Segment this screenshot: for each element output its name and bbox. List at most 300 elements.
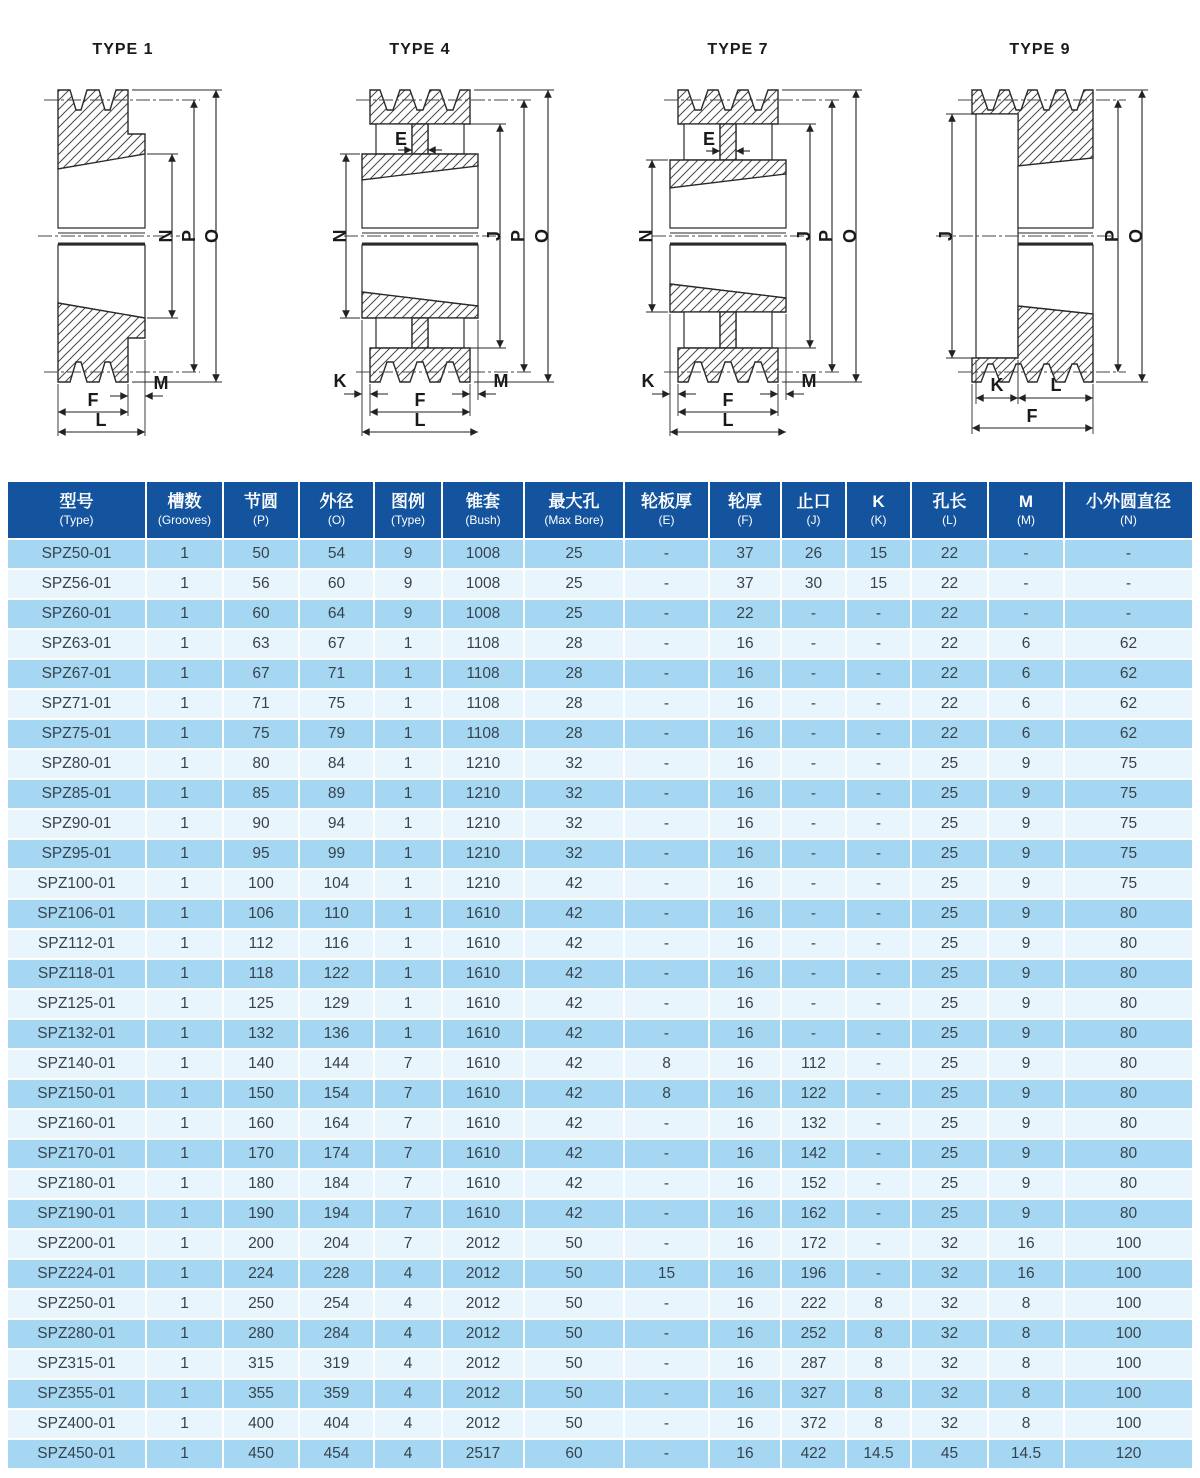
table-cell: 60 bbox=[300, 570, 373, 598]
table-cell: 16 bbox=[710, 840, 780, 868]
table-cell: - bbox=[847, 1170, 910, 1198]
table-cell: 32 bbox=[912, 1410, 987, 1438]
table-row bbox=[8, 1230, 1192, 1258]
type-1-drawing bbox=[0, 6, 300, 468]
table-cell: 4 bbox=[375, 1350, 441, 1378]
table-cell: 16 bbox=[710, 720, 780, 748]
table-cell: 1610 bbox=[443, 1110, 523, 1138]
table-cell: 355 bbox=[224, 1380, 298, 1408]
table-cell: - bbox=[1065, 540, 1192, 568]
table-cell: 450 bbox=[224, 1440, 298, 1468]
table-cell: 1 bbox=[147, 960, 222, 988]
table-cell: 1 bbox=[147, 870, 222, 898]
dim-k-label: K bbox=[990, 375, 1004, 395]
table-row bbox=[8, 960, 1192, 988]
table-cell: 16 bbox=[710, 1290, 780, 1318]
spec-table-head bbox=[8, 482, 1192, 538]
table-cell: 4 bbox=[375, 1290, 441, 1318]
table-cell: 14.5 bbox=[989, 1440, 1063, 1468]
table-cell: - bbox=[625, 1200, 708, 1228]
table-cell: 9 bbox=[375, 570, 441, 598]
table-cell: SPZ71-01 bbox=[8, 690, 145, 718]
table-cell: 25 bbox=[912, 930, 987, 958]
table-cell: 1 bbox=[147, 1440, 222, 1468]
dim-f-label: F bbox=[1026, 406, 1038, 426]
table-cell: - bbox=[625, 810, 708, 838]
table-cell: - bbox=[847, 930, 910, 958]
table-cell: 9 bbox=[989, 840, 1063, 868]
table-cell: 28 bbox=[525, 690, 623, 718]
table-cell: 94 bbox=[300, 810, 373, 838]
table-cell: 1210 bbox=[443, 810, 523, 838]
table-cell: 25 bbox=[912, 1200, 987, 1228]
table-cell: 25 bbox=[912, 990, 987, 1018]
table-row bbox=[8, 1020, 1192, 1048]
table-cell: 122 bbox=[782, 1080, 845, 1108]
table-cell: 140 bbox=[224, 1050, 298, 1078]
table-cell: SPZ125-01 bbox=[8, 990, 145, 1018]
table-cell: - bbox=[625, 570, 708, 598]
dim-l-label: L bbox=[414, 410, 426, 430]
table-cell: SPZ90-01 bbox=[8, 810, 145, 838]
dim-j-label: J bbox=[484, 230, 504, 242]
table-cell: - bbox=[625, 540, 708, 568]
table-cell: SPZ160-01 bbox=[8, 1110, 145, 1138]
table-cell: SPZ400-01 bbox=[8, 1410, 145, 1438]
table-cell: 160 bbox=[224, 1110, 298, 1138]
table-cell: 9 bbox=[375, 540, 441, 568]
table-cell: 9 bbox=[989, 1110, 1063, 1138]
table-cell: 170 bbox=[224, 1140, 298, 1168]
table-cell: 80 bbox=[1065, 1050, 1192, 1078]
table-cell: 1 bbox=[375, 990, 441, 1018]
table-cell: 79 bbox=[300, 720, 373, 748]
table-cell: 80 bbox=[1065, 1200, 1192, 1228]
table-cell: 9 bbox=[989, 900, 1063, 928]
table-cell: 32 bbox=[912, 1230, 987, 1258]
dim-j-label: J bbox=[936, 230, 956, 242]
table-cell: 315 bbox=[224, 1350, 298, 1378]
spec-table-section bbox=[0, 480, 1200, 1470]
table-cell: 1 bbox=[147, 1320, 222, 1348]
table-cell: SPZ180-01 bbox=[8, 1170, 145, 1198]
table-cell: 25 bbox=[912, 1110, 987, 1138]
table-cell: - bbox=[989, 600, 1063, 628]
table-cell: - bbox=[625, 840, 708, 868]
table-cell: SPZ315-01 bbox=[8, 1350, 145, 1378]
table-cell: 7 bbox=[375, 1200, 441, 1228]
dim-m-label: M bbox=[493, 371, 509, 391]
table-row bbox=[8, 1320, 1192, 1348]
table-cell: 1 bbox=[147, 630, 222, 658]
dim-n-label: N bbox=[156, 229, 176, 243]
drawing-title: TYPE 9 bbox=[1009, 41, 1071, 58]
table-cell: SPZ170-01 bbox=[8, 1140, 145, 1168]
table-row bbox=[8, 1440, 1192, 1468]
table-cell: 2012 bbox=[443, 1380, 523, 1408]
table-row bbox=[8, 900, 1192, 928]
table-row bbox=[8, 1200, 1192, 1228]
table-cell: 2517 bbox=[443, 1440, 523, 1468]
table-cell: SPZ56-01 bbox=[8, 570, 145, 598]
table-cell: 100 bbox=[1065, 1320, 1192, 1348]
table-cell: - bbox=[847, 900, 910, 928]
table-cell: 1210 bbox=[443, 780, 523, 808]
table-cell: - bbox=[625, 1020, 708, 1048]
type-4-drawing bbox=[300, 6, 600, 468]
table-cell: 37 bbox=[710, 570, 780, 598]
table-cell: 1 bbox=[147, 1290, 222, 1318]
table-cell: 100 bbox=[1065, 1350, 1192, 1378]
table-cell: 22 bbox=[912, 690, 987, 718]
table-cell: - bbox=[847, 1110, 910, 1138]
table-cell: - bbox=[847, 720, 910, 748]
table-cell: 25 bbox=[912, 780, 987, 808]
table-cell: 75 bbox=[1065, 840, 1192, 868]
table-cell: 1 bbox=[375, 840, 441, 868]
table-row bbox=[8, 660, 1192, 688]
table-cell: - bbox=[782, 750, 845, 778]
table-cell: 28 bbox=[525, 660, 623, 688]
table-cell: 32 bbox=[912, 1260, 987, 1288]
table-cell: 1210 bbox=[443, 840, 523, 868]
table-cell: 1 bbox=[375, 810, 441, 838]
table-cell: - bbox=[782, 1020, 845, 1048]
table-cell: 7 bbox=[375, 1050, 441, 1078]
table-cell: 1 bbox=[375, 930, 441, 958]
table-cell: 16 bbox=[710, 1320, 780, 1348]
table-cell: 80 bbox=[1065, 1140, 1192, 1168]
table-cell: 62 bbox=[1065, 690, 1192, 718]
table-cell: 1 bbox=[147, 1410, 222, 1438]
table-cell: 359 bbox=[300, 1380, 373, 1408]
table-cell: 50 bbox=[525, 1380, 623, 1408]
table-cell: - bbox=[625, 630, 708, 658]
table-cell: 22 bbox=[912, 630, 987, 658]
table-cell: 1 bbox=[147, 1170, 222, 1198]
table-cell: 1 bbox=[147, 690, 222, 718]
table-cell: 25 bbox=[912, 1020, 987, 1048]
dim-o-label: O bbox=[532, 228, 552, 244]
table-cell: 15 bbox=[847, 570, 910, 598]
table-cell: 1 bbox=[375, 870, 441, 898]
table-cell: SPZ250-01 bbox=[8, 1290, 145, 1318]
table-cell: SPZ132-01 bbox=[8, 1020, 145, 1048]
table-cell: 100 bbox=[1065, 1410, 1192, 1438]
table-cell: 25 bbox=[525, 540, 623, 568]
column-header: 最大孔 (Max Bore) bbox=[525, 482, 623, 538]
table-cell: 95 bbox=[224, 840, 298, 868]
table-cell: 80 bbox=[224, 750, 298, 778]
table-cell: 2012 bbox=[443, 1260, 523, 1288]
table-cell: 9 bbox=[989, 1140, 1063, 1168]
table-cell: 75 bbox=[1065, 780, 1192, 808]
table-cell: 100 bbox=[1065, 1290, 1192, 1318]
table-cell: SPZ190-01 bbox=[8, 1200, 145, 1228]
table-cell: SPZ106-01 bbox=[8, 900, 145, 928]
table-cell: - bbox=[625, 1110, 708, 1138]
dim-l-label: L bbox=[95, 410, 107, 430]
table-cell: 1 bbox=[375, 690, 441, 718]
table-cell: 25 bbox=[912, 810, 987, 838]
table-cell: 22 bbox=[912, 570, 987, 598]
table-cell: - bbox=[782, 780, 845, 808]
table-cell: 25 bbox=[525, 600, 623, 628]
table-cell: 54 bbox=[300, 540, 373, 568]
table-row bbox=[8, 1140, 1192, 1168]
table-cell: 8 bbox=[989, 1410, 1063, 1438]
table-cell: 1 bbox=[147, 660, 222, 688]
table-cell: SPZ63-01 bbox=[8, 630, 145, 658]
table-cell: 16 bbox=[710, 870, 780, 898]
table-cell: 196 bbox=[782, 1260, 845, 1288]
table-cell: 42 bbox=[525, 1020, 623, 1048]
table-cell: 22 bbox=[912, 600, 987, 628]
table-cell: 7 bbox=[375, 1230, 441, 1258]
table-cell: - bbox=[625, 1230, 708, 1258]
table-cell: 16 bbox=[710, 900, 780, 928]
table-cell: - bbox=[625, 1290, 708, 1318]
table-cell: 1610 bbox=[443, 1050, 523, 1078]
table-cell: 144 bbox=[300, 1050, 373, 1078]
table-row bbox=[8, 1290, 1192, 1318]
column-header: 小外圆直径 (N) bbox=[1065, 482, 1192, 538]
table-cell: SPZ50-01 bbox=[8, 540, 145, 568]
table-cell: 1108 bbox=[443, 660, 523, 688]
table-cell: 32 bbox=[912, 1320, 987, 1348]
table-cell: 129 bbox=[300, 990, 373, 1018]
table-row bbox=[8, 1050, 1192, 1078]
table-cell: - bbox=[1065, 600, 1192, 628]
table-cell: 25 bbox=[912, 960, 987, 988]
table-cell: 125 bbox=[224, 990, 298, 1018]
table-row bbox=[8, 1350, 1192, 1378]
table-cell: - bbox=[847, 1050, 910, 1078]
table-cell: 71 bbox=[224, 690, 298, 718]
table-cell: 63 bbox=[224, 630, 298, 658]
table-cell: 120 bbox=[1065, 1440, 1192, 1468]
dim-j-label: J bbox=[794, 230, 814, 242]
table-cell: 64 bbox=[300, 600, 373, 628]
table-cell: 62 bbox=[1065, 720, 1192, 748]
table-cell: - bbox=[989, 570, 1063, 598]
table-cell: - bbox=[625, 990, 708, 1018]
table-cell: - bbox=[625, 1320, 708, 1348]
table-cell: 9 bbox=[989, 750, 1063, 778]
table-cell: 1 bbox=[147, 810, 222, 838]
table-cell: - bbox=[847, 1200, 910, 1228]
table-cell: - bbox=[847, 630, 910, 658]
table-cell: 32 bbox=[912, 1380, 987, 1408]
table-cell: 222 bbox=[782, 1290, 845, 1318]
table-cell: 32 bbox=[525, 840, 623, 868]
table-cell: 1610 bbox=[443, 960, 523, 988]
table-cell: 42 bbox=[525, 1080, 623, 1108]
table-cell: 89 bbox=[300, 780, 373, 808]
table-cell: 164 bbox=[300, 1110, 373, 1138]
table-cell: 404 bbox=[300, 1410, 373, 1438]
table-cell: - bbox=[625, 960, 708, 988]
column-header: 外径 (O) bbox=[300, 482, 373, 538]
table-cell: - bbox=[847, 840, 910, 868]
table-cell: 6 bbox=[989, 720, 1063, 748]
table-cell: 112 bbox=[782, 1050, 845, 1078]
table-cell: 50 bbox=[525, 1290, 623, 1318]
table-cell: - bbox=[782, 600, 845, 628]
table-cell: - bbox=[847, 1140, 910, 1168]
table-cell: - bbox=[625, 690, 708, 718]
table-cell: - bbox=[1065, 570, 1192, 598]
table-cell: 16 bbox=[710, 750, 780, 778]
table-cell: 16 bbox=[710, 1440, 780, 1468]
type-9-drawing bbox=[900, 6, 1200, 468]
table-cell: SPZ150-01 bbox=[8, 1080, 145, 1108]
table-cell: - bbox=[625, 1440, 708, 1468]
table-cell: 1108 bbox=[443, 690, 523, 718]
spec-table-header-row bbox=[8, 482, 1192, 538]
table-cell: 25 bbox=[912, 1170, 987, 1198]
table-row bbox=[8, 630, 1192, 658]
table-cell: 22 bbox=[912, 660, 987, 688]
table-cell: 9 bbox=[375, 600, 441, 628]
table-cell: 25 bbox=[912, 750, 987, 778]
table-cell: 32 bbox=[525, 780, 623, 808]
table-cell: 16 bbox=[710, 1350, 780, 1378]
pulley-section bbox=[936, 90, 1126, 382]
table-cell: 136 bbox=[300, 1020, 373, 1048]
table-cell: 8 bbox=[847, 1350, 910, 1378]
table-cell: 110 bbox=[300, 900, 373, 928]
table-cell: - bbox=[625, 930, 708, 958]
table-cell: - bbox=[625, 660, 708, 688]
dim-p-label: P bbox=[508, 229, 528, 243]
table-cell: 1 bbox=[147, 1350, 222, 1378]
dim-e-label: E bbox=[394, 129, 408, 149]
table-cell: 9 bbox=[989, 990, 1063, 1018]
table-cell: - bbox=[782, 810, 845, 838]
table-cell: - bbox=[782, 630, 845, 658]
table-cell: SPZ112-01 bbox=[8, 930, 145, 958]
table-cell: 16 bbox=[710, 780, 780, 808]
table-cell: 22 bbox=[912, 720, 987, 748]
table-row bbox=[8, 1260, 1192, 1288]
table-cell: 2012 bbox=[443, 1410, 523, 1438]
table-cell: 1210 bbox=[443, 870, 523, 898]
table-cell: 37 bbox=[710, 540, 780, 568]
table-cell: - bbox=[782, 990, 845, 1018]
table-cell: 50 bbox=[525, 1410, 623, 1438]
table-cell: 280 bbox=[224, 1320, 298, 1348]
table-cell: - bbox=[625, 1350, 708, 1378]
table-cell: 190 bbox=[224, 1200, 298, 1228]
dim-n-label: N bbox=[330, 229, 350, 243]
dim-e-label: E bbox=[702, 129, 716, 149]
table-cell: - bbox=[782, 960, 845, 988]
table-row bbox=[8, 750, 1192, 778]
table-cell: 50 bbox=[525, 1350, 623, 1378]
table-cell: 16 bbox=[710, 1230, 780, 1258]
table-cell: 8 bbox=[625, 1080, 708, 1108]
table-cell: 42 bbox=[525, 1050, 623, 1078]
table-cell: 80 bbox=[1065, 1020, 1192, 1048]
table-cell: 1 bbox=[147, 540, 222, 568]
table-cell: 327 bbox=[782, 1380, 845, 1408]
dim-o-label: O bbox=[1126, 228, 1146, 244]
table-cell: 154 bbox=[300, 1080, 373, 1108]
table-cell: 2012 bbox=[443, 1320, 523, 1348]
table-cell: 122 bbox=[300, 960, 373, 988]
table-cell: 1008 bbox=[443, 540, 523, 568]
dim-l-label: L bbox=[722, 410, 734, 430]
table-cell: 1 bbox=[375, 1020, 441, 1048]
table-cell: 112 bbox=[224, 930, 298, 958]
table-cell: 50 bbox=[525, 1260, 623, 1288]
table-cell: - bbox=[847, 780, 910, 808]
table-cell: 14.5 bbox=[847, 1440, 910, 1468]
table-cell: SPZ355-01 bbox=[8, 1380, 145, 1408]
column-header: 图例 (Type) bbox=[375, 482, 441, 538]
table-cell: - bbox=[782, 900, 845, 928]
table-row bbox=[8, 720, 1192, 748]
table-cell: 2012 bbox=[443, 1290, 523, 1318]
table-cell: - bbox=[625, 720, 708, 748]
dim-p-label: P bbox=[816, 229, 836, 243]
table-cell: - bbox=[782, 720, 845, 748]
table-cell: - bbox=[847, 1080, 910, 1108]
table-cell: 1 bbox=[147, 990, 222, 1018]
table-cell: 400 bbox=[224, 1410, 298, 1438]
table-cell: 1 bbox=[147, 570, 222, 598]
table-cell: 9 bbox=[989, 960, 1063, 988]
table-cell: - bbox=[625, 870, 708, 898]
table-cell: 8 bbox=[847, 1320, 910, 1348]
table-cell: 422 bbox=[782, 1440, 845, 1468]
table-cell: 1 bbox=[147, 1020, 222, 1048]
table-cell: 30 bbox=[782, 570, 845, 598]
table-row bbox=[8, 690, 1192, 718]
table-cell: 1 bbox=[147, 1140, 222, 1168]
table-cell: 16 bbox=[710, 630, 780, 658]
table-cell: - bbox=[847, 600, 910, 628]
dim-p-label: P bbox=[1102, 229, 1122, 243]
table-row bbox=[8, 840, 1192, 868]
table-cell: 45 bbox=[912, 1440, 987, 1468]
table-cell: 25 bbox=[912, 1080, 987, 1108]
dim-m-label: M bbox=[153, 373, 169, 393]
type-7-drawing bbox=[600, 6, 900, 468]
column-header: 槽数 (Grooves) bbox=[147, 482, 222, 538]
table-cell: 16 bbox=[710, 1380, 780, 1408]
table-cell: 1610 bbox=[443, 1020, 523, 1048]
table-cell: 287 bbox=[782, 1350, 845, 1378]
table-cell: 1 bbox=[147, 1260, 222, 1288]
table-cell: 116 bbox=[300, 930, 373, 958]
table-cell: 1610 bbox=[443, 900, 523, 928]
table-cell: 60 bbox=[224, 600, 298, 628]
table-cell: - bbox=[782, 660, 845, 688]
table-cell: 16 bbox=[710, 690, 780, 718]
table-cell: 7 bbox=[375, 1140, 441, 1168]
table-cell: 1 bbox=[375, 960, 441, 988]
table-cell: 9 bbox=[989, 1170, 1063, 1198]
table-cell: 80 bbox=[1065, 960, 1192, 988]
table-row bbox=[8, 990, 1192, 1018]
table-cell: 150 bbox=[224, 1080, 298, 1108]
table-cell: 15 bbox=[847, 540, 910, 568]
table-cell: 16 bbox=[710, 1110, 780, 1138]
table-cell: - bbox=[782, 930, 845, 958]
table-cell: SPZ60-01 bbox=[8, 600, 145, 628]
